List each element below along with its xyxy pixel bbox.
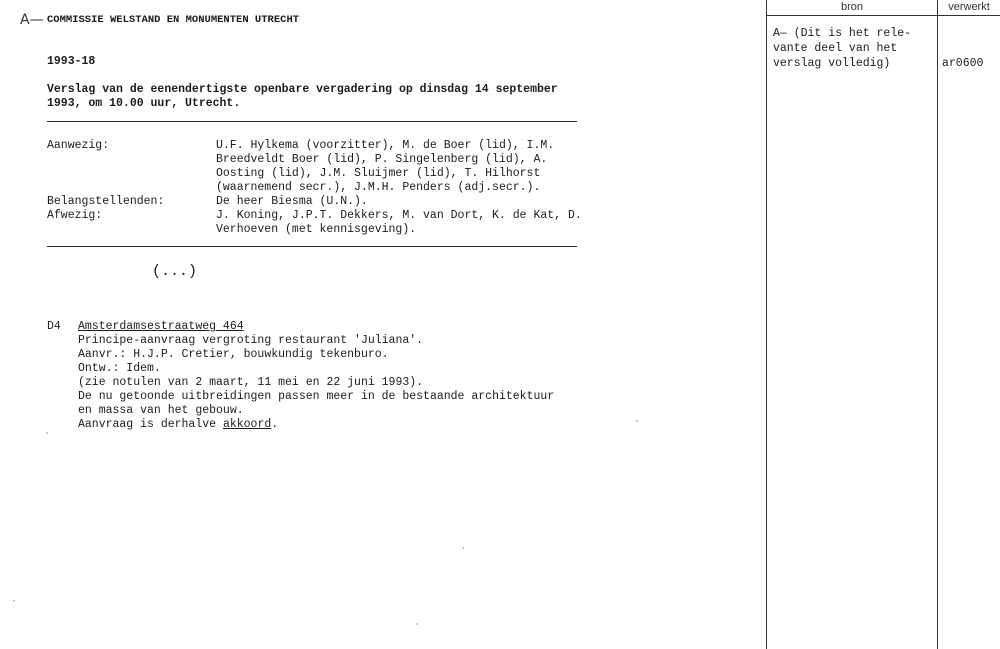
item-line: (zie notulen van 2 maart, 11 mei en 22 juni 1993). xyxy=(78,376,424,389)
column-header-source: bron xyxy=(840,1,864,13)
item-code: D4 xyxy=(47,320,61,333)
attendance-present-line: Oosting (lid), J.M. Sluijmer (lid), T. Hilhorst xyxy=(216,167,541,180)
attendance-present-line: (waarnemend secr.), J.M.H. Penders (adj.secr.). xyxy=(216,181,541,194)
item-line: De nu getoonde uitbreidingen passen meer in de bestaande architektuur xyxy=(78,390,555,403)
item-address: Amsterdamsestraatweg 464 xyxy=(78,320,244,333)
attendance-interested-label: Belangstellenden: xyxy=(47,195,165,208)
attendance-interested-line: De heer Biesma (U.N.). xyxy=(216,195,368,208)
column-divider-middle xyxy=(937,0,938,649)
divider-top xyxy=(47,121,577,122)
attendance-absent-label: Afwezig: xyxy=(47,209,103,222)
item-line: Principe-aanvraag vergroting restaurant 'Juliana'. xyxy=(78,334,424,347)
attendance-absent-line: J. Koning, J.P.T. Dekkers, M. van Dort, K. de Kat, D. xyxy=(216,209,582,222)
column-header-processed: verwerkt xyxy=(948,1,990,13)
column-divider-left xyxy=(766,0,767,649)
item-decision xyxy=(78,418,278,432)
scan-speck xyxy=(46,432,48,434)
header-rule xyxy=(766,15,1000,16)
item-decision-prefix: Aanvraag is derhalve xyxy=(78,418,223,431)
scan-speck xyxy=(636,420,638,422)
divider-bottom xyxy=(47,246,577,247)
attendance-present-line: Breedveldt Boer (lid), P. Singelenberg (lid), A. xyxy=(216,153,548,166)
attendance-absent-line: Verhoeven (met kennisgeving). xyxy=(216,223,417,236)
scan-speck xyxy=(13,600,15,602)
meeting-subject-line-1: Verslag van de eenendertigste openbare vergadering op dinsdag 14 september xyxy=(47,83,558,96)
source-note-line: A— (Dit is het rele- xyxy=(773,27,912,40)
item-line: en massa van het gebouw. xyxy=(78,404,244,417)
item-decision-akkoord: akkoord xyxy=(222,418,272,431)
omission-ellipsis: (...) xyxy=(152,263,198,280)
scan-speck xyxy=(416,623,418,625)
source-note-line: vante deel van het xyxy=(773,42,898,55)
handwritten-mark: A— xyxy=(20,12,44,28)
item-line: Ontw.: Idem. xyxy=(78,362,161,375)
scan-speck xyxy=(462,547,464,549)
organisation-title: COMMISSIE WELSTAND EN MONUMENTEN UTRECHT xyxy=(47,14,300,26)
source-note-line: verslag volledig) xyxy=(773,57,891,70)
item-decision-suffix: . xyxy=(271,418,279,431)
processed-code: ar0600 xyxy=(942,57,984,70)
reference-number: 1993-18 xyxy=(47,55,96,68)
attendance-present-line: U.F. Hylkema (voorzitter), M. de Boer (lid), I.M. xyxy=(216,139,555,152)
meeting-subject-line-2: 1993, om 10.00 uur, Utrecht. xyxy=(47,97,241,110)
attendance-present-label: Aanwezig: xyxy=(47,139,110,152)
item-line: Aanvr.: H.J.P. Cretier, bouwkundig tekenburo. xyxy=(78,348,389,361)
